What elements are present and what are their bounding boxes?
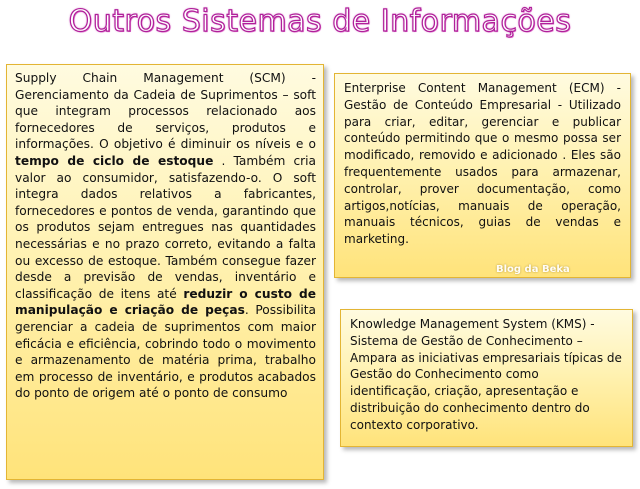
scm-text: [15, 70, 316, 402]
blog-watermark: Blog da Beka: [496, 264, 570, 275]
page-title: Outros Sistemas de Informações: [68, 4, 572, 39]
kms-text: Knowledge Management System (KMS) - Sistema de Gestão de Conhecimento – Ampara as iniciativas empresariais típicas de Gestão do Conhecimento como identificação, criação, apresentação e distribuição do conhecimento dentro do contexto corporativo.: [350, 317, 622, 432]
scm-highlight-cost-reduction: reduzir o custo de manipulação e criação de peças: [15, 286, 317, 318]
ecm-text: Enterprise Content Management (ECM) - Gestão de Conteúdo Empresarial - Utilizado para criar, editar, gerenciar e publicar conteúdo permitindo que o mesmo possa ser modificado, removido e adicionado . Eles são frequentemente usados para armazenar, controlar, prover documentação, como artigos,notícias, manuais de operação, manuais técnicos, guias de vendas e marketing.: [344, 81, 621, 247]
scm-text-part-1: Supply Chain Management (SCM) - Gerenciamento da Cadeia de Suprimentos – soft que integram processos relacionado aos fornecedores de serviços, produtos e informações. O objetivo é diminuir os níveis e o: [15, 71, 316, 152]
scm-card: [6, 64, 324, 480]
kms-card: [340, 309, 633, 447]
scm-highlight-stock-cycle: tempo de ciclo de estoque: [15, 153, 214, 168]
scm-text-part-2: . Também cria valor ao consumidor, satisfazendo-o. O soft integra dados relativos a fabricantes, fornecedores e pontos de venda, garantindo que os produtos sejam entregues nas quantidades necessárias e no prazo correto, evitando a falta ou excesso de estoque. Também consegue fazer desde a previsão de vendas, inventário e classificação de itens até: [15, 153, 317, 301]
scm-text-part-3: . Possibilita gerenciar a cadeia de suprimentos com maior eficácia e eficiência, cobrindo todo o movimento e armazenamento de matéria prima, trabalho em processo de inventário, e produtos acabados do ponto de origem até o ponto de consumo: [15, 303, 316, 401]
ecm-card: [334, 73, 631, 278]
